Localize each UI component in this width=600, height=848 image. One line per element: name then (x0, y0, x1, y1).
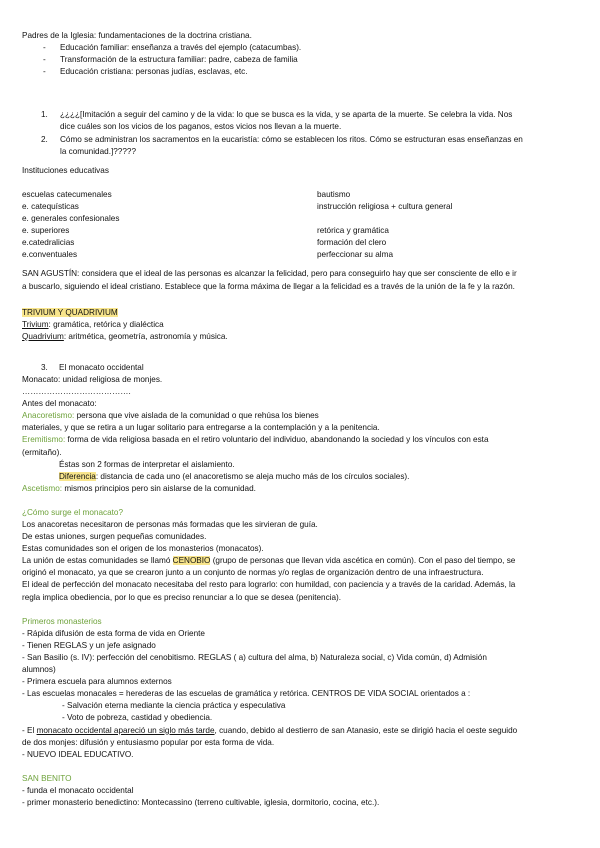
list-item: - Educación cristiana: personas judías, esclavas, etc. (22, 66, 578, 78)
san-benito-title: SAN BENITO (22, 773, 72, 783)
surge-title: ¿Cómo surge el monacato? (22, 507, 124, 517)
primeros-subitem: - Voto de pobreza, castidad y obediencia. (62, 713, 213, 723)
diferencia-text: : distancia de cada uno (el anacoretismo se aleja mucho más de los círculos sociales). (95, 471, 410, 481)
diferencia-label: Diferencia (59, 471, 96, 481)
primeros-subitem: - Salvación eterna mediante la ciencia práctica y especulativa (62, 701, 286, 711)
cenobio-term: CENOBIO (172, 556, 211, 566)
institution-purpose: perfeccionar su alma (317, 250, 393, 260)
primeros-line: de dos monjes: difusión y entusiasmo popular por esta forma de vida. (22, 737, 275, 747)
institution-purpose (317, 213, 578, 225)
institution-item: e.conventuales (22, 250, 78, 260)
institution-item: escuelas catecumenales (22, 189, 112, 199)
list-item: - Transformación de la estructura familiar: padre, cabeza de familia (22, 54, 578, 66)
institution-item: e. catequísticas (22, 201, 79, 211)
san-benito-line: - primer monasterio benedictino: Montecassino (terreno cultivable, iglesia, dormitorio, cocina, etc.). (22, 797, 380, 807)
list-number: 1. (41, 110, 48, 120)
question-line: dice cuáles son los vicios de los paganos, estos vicios nos llevan a la muerte. (60, 122, 342, 132)
quadrivium-line (22, 331, 578, 343)
primeros-line (22, 725, 578, 737)
list-number: 2. (41, 134, 48, 144)
institution-item: e. superiores (22, 226, 70, 236)
primeros-line: alumnos) (22, 665, 56, 675)
list-item (22, 109, 578, 133)
anacoretismo-line: materiales, y que se retira a un lugar solitario para entregarse a la contemplación y a la penitencia. (22, 423, 380, 433)
list-item: - Educación familiar: enseñanza a través del ejemplo (catacumbas). (22, 42, 578, 54)
institutions-title: Instituciones educativas (22, 165, 109, 175)
quadrivium-text: : aritmética, geometría, astronomía y música. (63, 331, 228, 341)
surge-text: (grupo de personas que llevan vida ascética en común). Con el paso del tiempo, se (210, 556, 516, 566)
question-line: Cómo se administran los sacramentos en la eucaristía: cómo se establecen los ritos. Cómo se estructuran esas enseñanzas en (60, 134, 523, 144)
intro-bullet-list (22, 42, 578, 78)
document-page (22, 30, 578, 809)
institutions-table (22, 189, 578, 262)
primeros-title: Primeros monasterios (22, 616, 102, 626)
list-item (22, 134, 578, 158)
trivium-text: : gramática, retórica y dialéctica (48, 319, 164, 329)
intro-heading: Padres de la Iglesia: fundamentaciones de la doctrina cristiana. (22, 31, 252, 40)
ascetismo-text: mismos principios pero sin aislarse de la comunidad. (62, 483, 256, 493)
institution-purpose: bautismo (317, 189, 351, 199)
question-line: ¿¿¿¿[Imitación a seguir del camino y de la vida: lo que se busca es la vida, y se aparta de la muerte. Se celebra la vida. Nos (60, 110, 513, 120)
antes-label: Antes del monacato: (22, 399, 97, 409)
primeros-line: - NUEVO IDEAL EDUCATIVO. (22, 749, 134, 759)
questions-list (22, 109, 578, 157)
san-benito-line: - funda el monacato occidental (22, 785, 134, 795)
institution-purpose: formación del clero (317, 238, 387, 248)
eremitismo-label: Eremitismo: (22, 435, 66, 445)
section-title: El monacato occidental (59, 362, 144, 372)
surge-line: regla implica obediencia, por lo que es preciso renunciar a lo que se desea (penitencia). (22, 592, 342, 602)
surge-text: La unión de estas comunidades se llamó (22, 556, 173, 566)
dotted-separator: …………………………………. (22, 387, 131, 397)
institutions-right-column (317, 189, 578, 262)
diferencia-line (22, 471, 578, 483)
anacoretismo-line (22, 410, 578, 422)
institution-purpose: retórica y gramática (317, 226, 389, 236)
san-agustin-line: a buscarlo, siguiendo el ideal cristiano. Establece que la forma máxima de llegar a la felicidad es a través de la unión de la fe y la razón. (22, 281, 515, 291)
surge-line: originó el monacato, ya que se crearon junto a un conjunto de normas y/o reglas de organización dentro de una infraestructura. (22, 568, 484, 578)
ascetismo-line (22, 483, 578, 495)
ascetismo-label: Ascetismo: (22, 483, 63, 493)
surge-line: Los anacoretas necesitaron de personas más formadas que les sirvieran de guía. (22, 520, 318, 529)
eremitismo-line: (ermitaño). (22, 447, 62, 457)
formas-line: Éstas son 2 formas de interpretar el aislamiento. (59, 459, 235, 469)
primeros-text: - El (22, 725, 37, 735)
institutions-left-column (22, 189, 317, 262)
trivium-label: Trivium (22, 319, 49, 329)
trivium-title: TRIVIUM Y QUADRIVIUM (22, 307, 118, 317)
san-agustin-line: SAN AGUSTÍN: considera que el ideal de las personas es alcanzar la felicidad, pero para conseguirlo hay que ser consciente de ello e ir (22, 269, 517, 279)
institution-purpose: instrucción religiosa + cultura general (317, 201, 453, 211)
eremitismo-line (22, 434, 578, 446)
primeros-line: - San Basilio (s. IV): perfección del cenobitismo. REGLAS ( a) cultura del alma, b) Naturaleza social, c) Vida común, d) Admisión (22, 652, 487, 662)
monacato-definition: Monacato: unidad religiosa de monjes. (22, 374, 163, 384)
surge-line: De estas uniones, surgen pequeñas comunidades. (22, 532, 207, 542)
primeros-line: - Rápida difusión de esta forma de vida en Oriente (22, 628, 205, 638)
institution-item: e. generales confesionales (22, 214, 120, 224)
section-number: 3. (41, 362, 48, 372)
monacato-occidental-underlined: monacato occidental apareció un siglo más tarde (36, 725, 215, 735)
trivium-line (22, 319, 578, 331)
quadrivium-label: Quadrivium (22, 331, 64, 341)
primeros-line: - Primera escuela para alumnos externos (22, 677, 172, 687)
anacoretismo-label: Anacoretismo: (22, 411, 75, 421)
eremitismo-text: forma de vida religiosa basada en el retiro voluntario del individuo, abandonando la sociedad y los vínculos con esta (65, 435, 489, 445)
surge-line: Estas comunidades son el origen de los monasterios (monacatos). (22, 544, 264, 554)
surge-line (22, 555, 578, 567)
institution-item: e.catedralicias (22, 238, 75, 248)
primeros-line: - Las escuelas monacales = herederas de las escuelas de gramática y retórica. CENTROS DE VIDA SOCIAL orientados a : (22, 689, 471, 699)
question-line: la comunidad.]????? (60, 146, 137, 156)
primeros-line: - Tienen REGLAS y un jefe asignado (22, 640, 156, 650)
surge-line: El ideal de perfección del monacato necesitaba del resto para lograrlo: con humildad, con paciencia y a través de la caridad. Además, la (22, 580, 516, 590)
section-heading-monacato (22, 362, 578, 374)
anacoretismo-text: persona que vive aislada de la comunidad o que rehúsa los bienes (74, 411, 319, 421)
primeros-text: , cuando, debido al destierro de san Atanasio, este se dirigió hacia el oeste seguido (214, 725, 518, 735)
